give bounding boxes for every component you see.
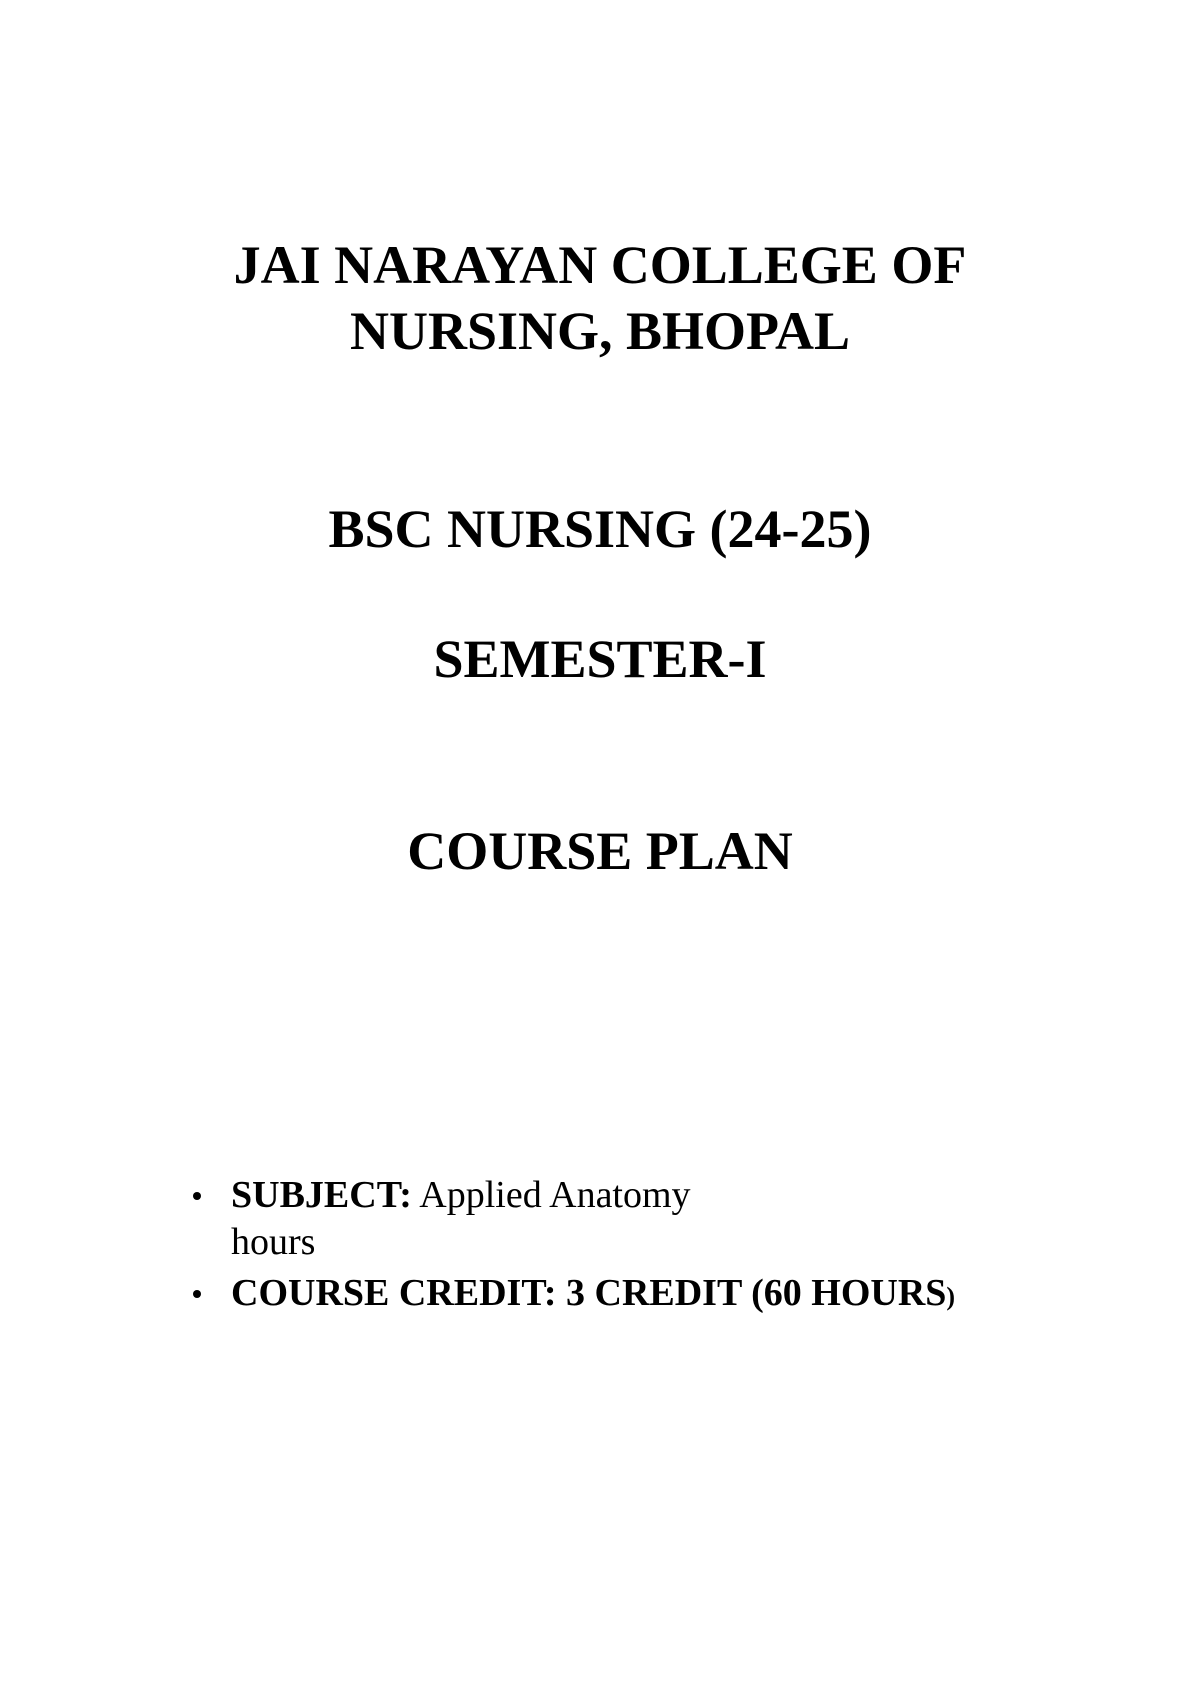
course-credit-text: COURSE CREDIT: 3 CREDIT (60 HOURS — [231, 1272, 947, 1314]
bullet-icon — [193, 1192, 201, 1200]
semester-title: SEMESTER-I — [433, 629, 767, 689]
subject-value: Applied Anatomy — [411, 1174, 691, 1216]
subject-line — [231, 1172, 1093, 1219]
subject-continuation: hours — [231, 1221, 316, 1263]
course-details-list — [193, 1172, 1093, 1320]
college-name-line-2: NURSING, BHOPAL — [349, 301, 851, 361]
list-item-subject — [193, 1172, 1093, 1266]
college-name-line-1: JAI NARAYAN COLLEGE OF — [233, 235, 967, 295]
course-credit-close: ) — [946, 1282, 956, 1311]
subject-label: SUBJECT: — [231, 1174, 412, 1216]
credit-line — [231, 1270, 1093, 1320]
bullet-icon — [193, 1290, 201, 1298]
list-item-credit — [193, 1270, 1093, 1320]
program-title: BSC NURSING (24-25) — [328, 499, 872, 559]
course-plan-title: COURSE PLAN — [407, 821, 793, 881]
